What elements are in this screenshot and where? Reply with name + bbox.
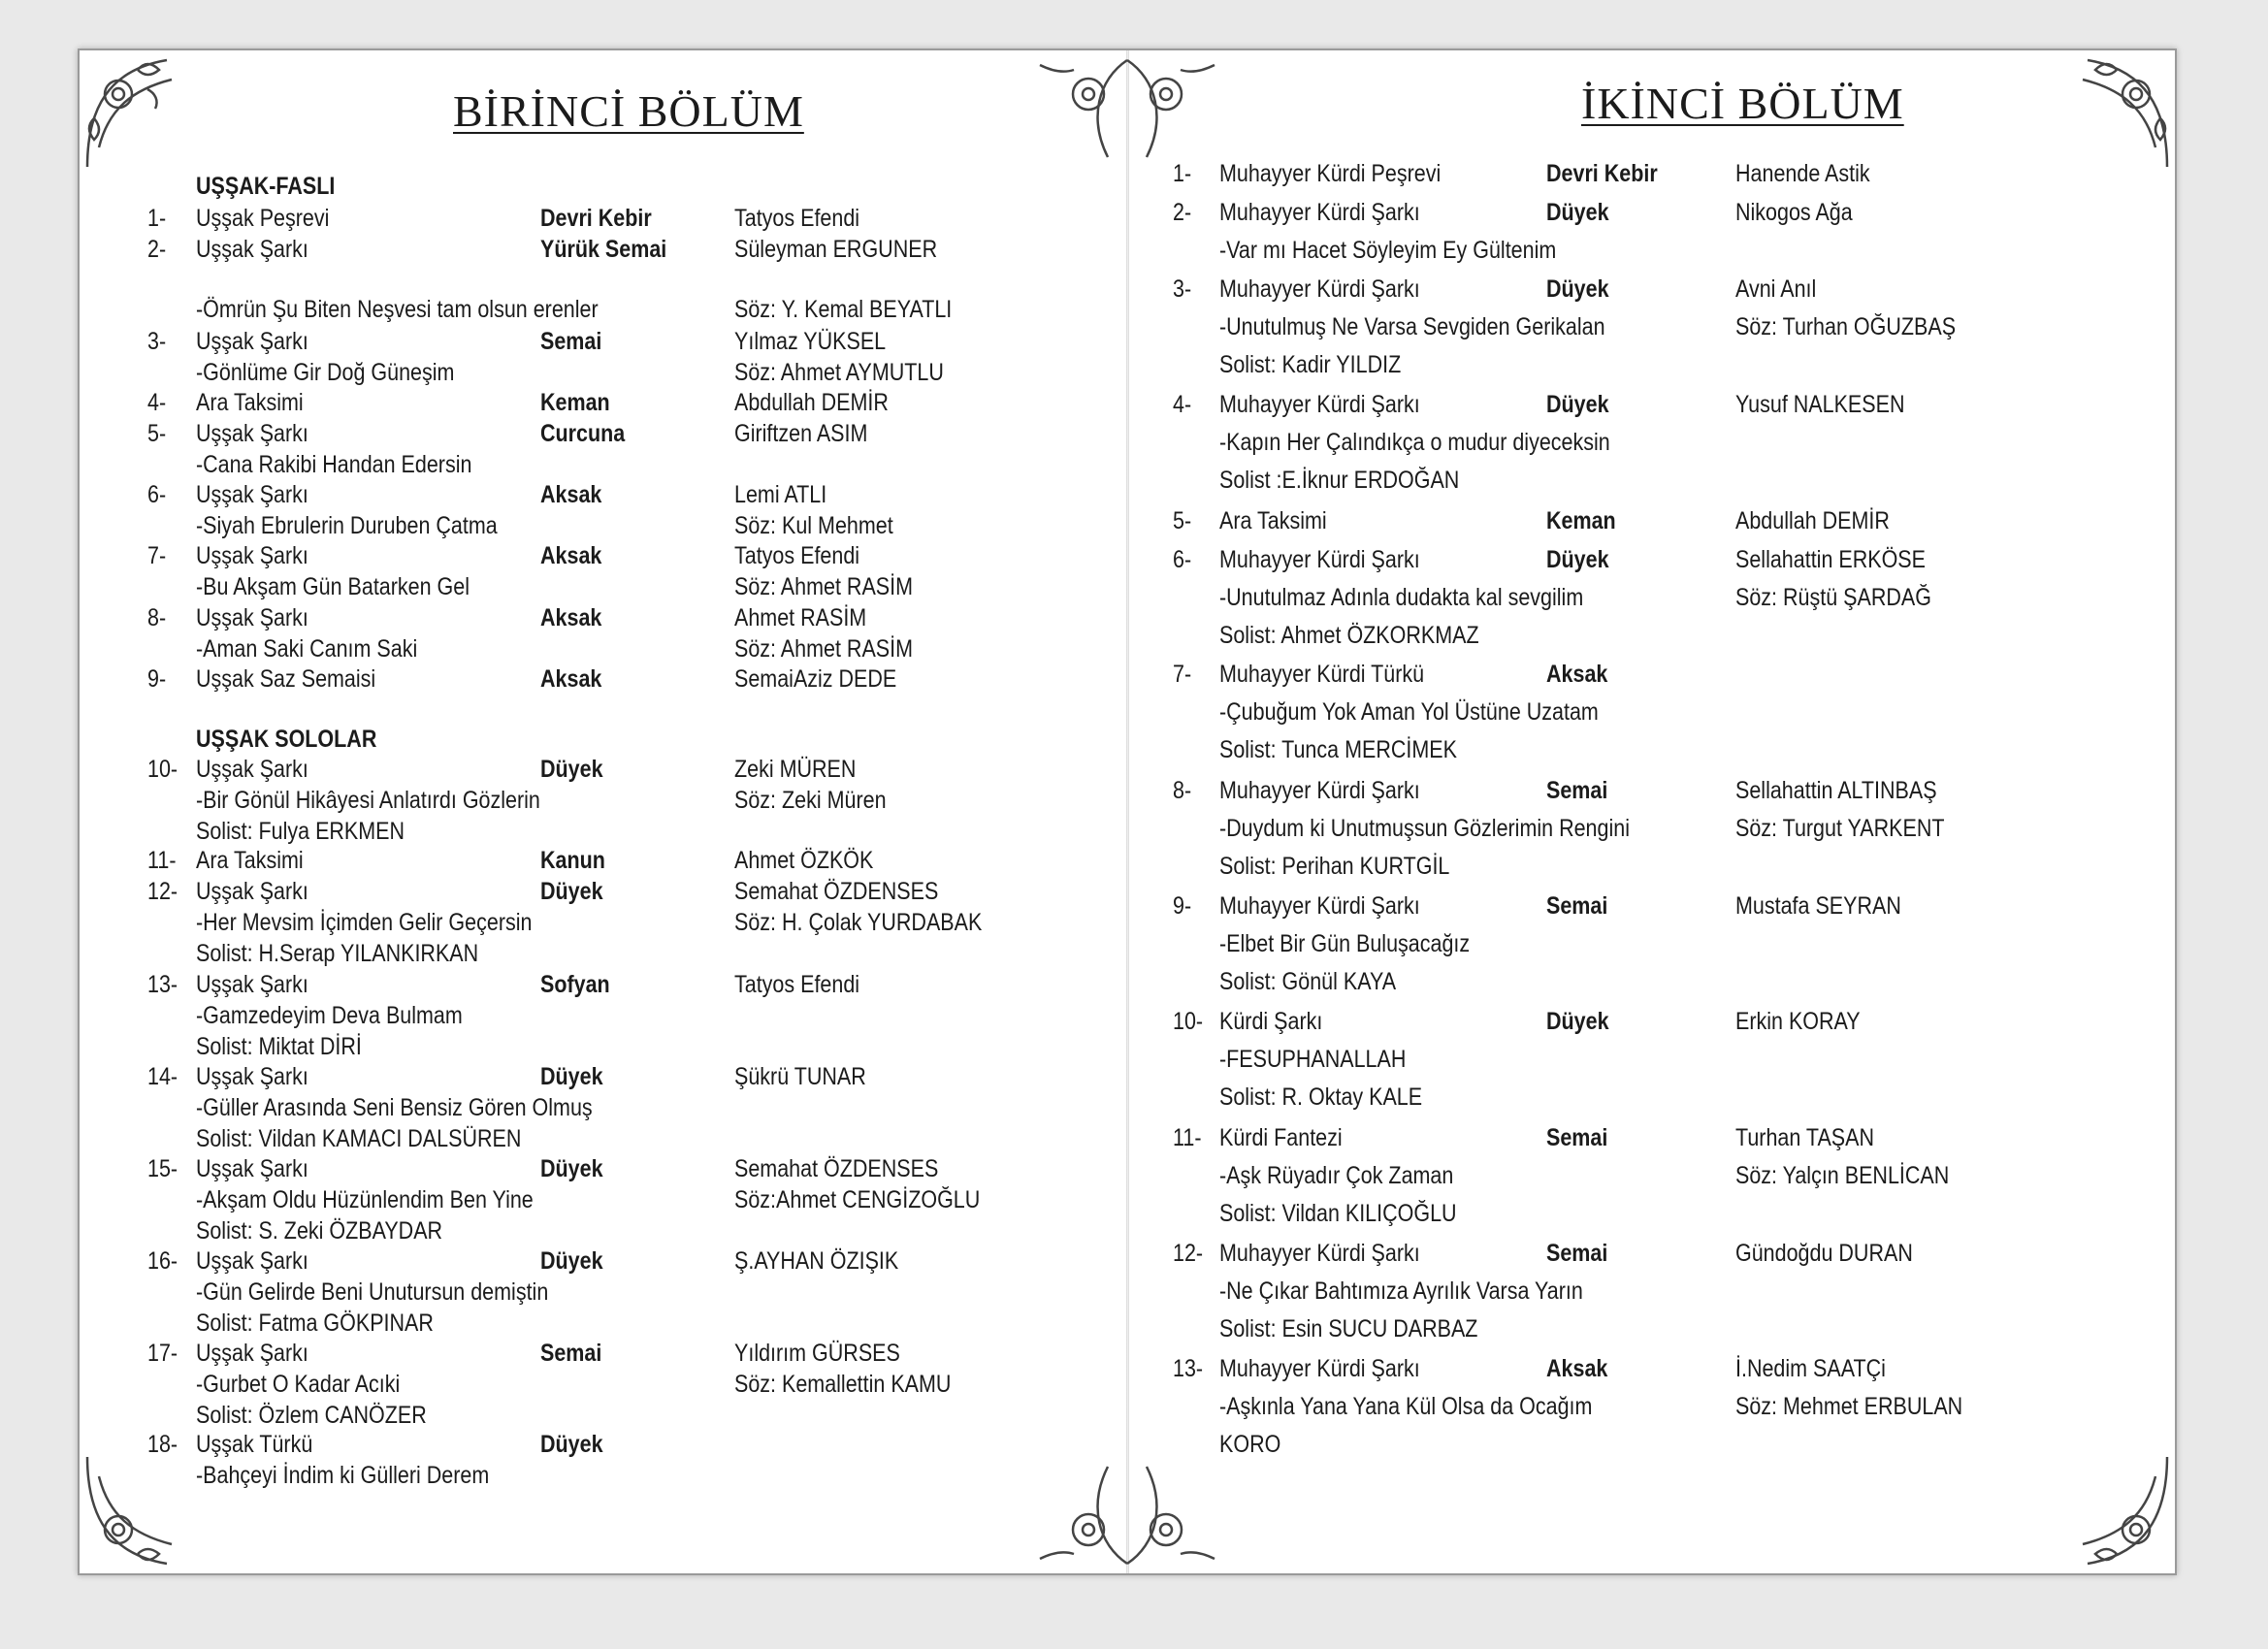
item-usul: Curcuna bbox=[540, 420, 626, 447]
item-lyric: -Gün Gelirde Beni Unutursun demiştin bbox=[196, 1278, 549, 1306]
item-piece-name: Uşşak Şarkı bbox=[196, 236, 308, 263]
item-lyric: -Her Mevsim İçimden Gelir Geçersin bbox=[196, 909, 533, 936]
item-soloist: Solist: Miktat DİRİ bbox=[196, 1033, 362, 1060]
item-composer: Hanende Astik bbox=[1735, 160, 1870, 187]
item-usul: Aksak bbox=[540, 542, 602, 569]
item-usul: Düyek bbox=[1546, 275, 1609, 303]
item-usul: Aksak bbox=[1546, 1355, 1608, 1382]
item-composer: Tatyos Efendi bbox=[734, 971, 860, 998]
item-composer: Gündoğdu DURAN bbox=[1735, 1240, 1913, 1267]
item-soloist: Solist: Gönül KAYA bbox=[1219, 968, 1397, 995]
item-piece-name: Uşşak Şarkı bbox=[196, 542, 308, 569]
item-lyric: -Bu Akşam Gün Batarken Gel bbox=[196, 573, 470, 600]
item-number: 9- bbox=[147, 665, 167, 693]
item-number: 17- bbox=[147, 1340, 178, 1367]
item-piece-name: Muhayyer Kürdi Şarkı bbox=[1219, 546, 1420, 573]
item-soloist: Solist: Ahmet ÖZKORKMAZ bbox=[1219, 622, 1479, 649]
item-number: 8- bbox=[147, 604, 167, 631]
item-usul: Düyek bbox=[540, 878, 603, 905]
item-soloist: Solist: S. Zeki ÖZBAYDAR bbox=[196, 1217, 443, 1245]
section-heading: UŞŞAK-FASLI bbox=[196, 173, 336, 200]
item-lyric: -Aşkınla Yana Yana Kül Olsa da Ocağım bbox=[1219, 1393, 1593, 1420]
item-piece-name: Uşşak Şarkı bbox=[196, 604, 308, 631]
item-usul: Semai bbox=[1546, 1124, 1608, 1151]
item-piece-name: Uşşak Türkü bbox=[196, 1431, 313, 1458]
item-composer: Söz: Ahmet RASİM bbox=[734, 635, 914, 663]
item-usul: Düyek bbox=[1546, 391, 1609, 418]
item-soloist: KORO bbox=[1219, 1431, 1281, 1458]
item-composer: Lemi ATLI bbox=[734, 481, 827, 508]
item-composer: Nikogos Ağa bbox=[1735, 199, 1853, 226]
item-number: 2- bbox=[1173, 199, 1192, 226]
item-number: 1- bbox=[1173, 160, 1192, 187]
item-piece-name: Muhayyer Kürdi Şarkı bbox=[1219, 199, 1420, 226]
item-composer: Giriftzen ASIM bbox=[734, 420, 868, 447]
item-piece-name: Uşşak Şarkı bbox=[196, 420, 308, 447]
item-usul: Keman bbox=[540, 389, 610, 416]
item-usul: Düyek bbox=[540, 1063, 603, 1090]
section-heading: UŞŞAK SOLOLAR bbox=[196, 726, 377, 753]
ornament-bottom-right-icon bbox=[2049, 1447, 2175, 1573]
item-number: 10- bbox=[1173, 1008, 1204, 1035]
item-composer: Söz: Yalçın BENLİCAN bbox=[1735, 1162, 1950, 1189]
item-lyric: -Çubuğum Yok Aman Yol Üstüne Uzatam bbox=[1219, 698, 1599, 726]
item-composer: Söz: Turhan OĞUZBAŞ bbox=[1735, 313, 1957, 340]
item-piece-name: Uşşak Peşrevi bbox=[196, 205, 330, 232]
item-soloist: Solist: Perihan KURTGİL bbox=[1219, 853, 1450, 880]
item-lyric: -Gönlüme Gir Doğ Güneşim bbox=[196, 359, 455, 386]
item-usul: Semai bbox=[1546, 777, 1608, 804]
item-lyric: -Gamzedeyim Deva Bulmam bbox=[196, 1002, 463, 1029]
item-composer: Ahmet ÖZKÖK bbox=[734, 847, 874, 874]
ornament-top-left-icon bbox=[80, 50, 206, 177]
item-number: 10- bbox=[147, 756, 178, 783]
item-number: 4- bbox=[147, 389, 167, 416]
item-soloist: Solist: R. Oktay KALE bbox=[1219, 1083, 1423, 1111]
item-piece-name: Uşşak Şarkı bbox=[196, 971, 308, 998]
item-usul: Devri Kebir bbox=[1546, 160, 1658, 187]
item-number: 18- bbox=[147, 1431, 178, 1458]
item-usul: Kanun bbox=[540, 847, 605, 874]
item-number: 8- bbox=[1173, 777, 1192, 804]
item-composer: Zeki MÜREN bbox=[734, 756, 857, 783]
item-composer: Söz: Kemallettin KAMU bbox=[734, 1371, 952, 1398]
item-lyric: -Elbet Bir Gün Buluşacağız bbox=[1219, 930, 1471, 957]
item-lyric: -Unutulmaz Adınla dudakta kal sevgilim bbox=[1219, 584, 1584, 611]
item-number: 5- bbox=[1173, 507, 1192, 534]
item-lyric: -Siyah Ebrulerin Duruben Çatma bbox=[196, 512, 498, 539]
item-piece-name: Uşşak Şarkı bbox=[196, 756, 308, 783]
item-number: 11- bbox=[147, 847, 177, 874]
item-composer: Şükrü TUNAR bbox=[734, 1063, 866, 1090]
item-composer: İ.Nedim SAATÇi bbox=[1735, 1355, 1886, 1382]
item-lyric: -FESUPHANALLAH bbox=[1219, 1046, 1407, 1073]
item-composer: Söz: Kul Mehmet bbox=[734, 512, 893, 539]
item-composer: Söz: Ahmet AYMUTLU bbox=[734, 359, 944, 386]
item-usul: Düyek bbox=[540, 1431, 603, 1458]
item-usul: Düyek bbox=[1546, 546, 1609, 573]
item-composer: Ş.AYHAN ÖZIŞIK bbox=[734, 1247, 899, 1275]
item-piece-name: Muhayyer Kürdi Şarkı bbox=[1219, 1240, 1420, 1267]
item-usul: Semai bbox=[540, 328, 602, 355]
item-piece-name: Muhayyer Kürdi Şarkı bbox=[1219, 1355, 1420, 1382]
item-piece-name: Ara Taksimi bbox=[1219, 507, 1327, 534]
item-piece-name: Ara Taksimi bbox=[196, 847, 304, 874]
item-composer: Söz:Ahmet CENGİZOĞLU bbox=[734, 1186, 981, 1213]
item-composer: Mustafa SEYRAN bbox=[1735, 892, 1901, 920]
item-lyric: -Ömrün Şu Biten Neşvesi tam olsun erenler bbox=[196, 296, 599, 323]
item-number: 3- bbox=[147, 328, 167, 355]
item-composer: Abdullah DEMİR bbox=[1735, 507, 1890, 534]
ornament-bottom-left-icon bbox=[80, 1447, 206, 1573]
item-composer: Yıldırım GÜRSES bbox=[734, 1340, 900, 1367]
item-number: 14- bbox=[147, 1063, 178, 1090]
item-number: 2- bbox=[147, 236, 167, 263]
item-usul: Devri Kebir bbox=[540, 205, 652, 232]
item-composer: Erkin KORAY bbox=[1735, 1008, 1861, 1035]
item-composer: Yılmaz YÜKSEL bbox=[734, 328, 887, 355]
item-piece-name: Uşşak Şarkı bbox=[196, 328, 308, 355]
item-usul: Düyek bbox=[540, 756, 603, 783]
item-lyric: -Aman Saki Canım Saki bbox=[196, 635, 418, 663]
item-usul: Aksak bbox=[540, 665, 602, 693]
item-piece-name: Muhayyer Kürdi Şarkı bbox=[1219, 892, 1420, 920]
item-soloist: Solist: Fatma GÖKPINAR bbox=[196, 1310, 434, 1337]
item-lyric: -Cana Rakibi Handan Edersin bbox=[196, 451, 472, 478]
item-composer: Tatyos Efendi bbox=[734, 542, 860, 569]
item-piece-name: Muhayyer Kürdi Şarkı bbox=[1219, 275, 1420, 303]
item-soloist: Solist: Kadir YILDIZ bbox=[1219, 351, 1402, 378]
item-piece-name: Uşşak Şarkı bbox=[196, 481, 308, 508]
item-piece-name: Ara Taksimi bbox=[196, 389, 304, 416]
item-usul: Düyek bbox=[540, 1155, 603, 1182]
item-lyric: -Bahçeyi İndim ki Gülleri Derem bbox=[196, 1462, 490, 1489]
item-composer: Söz: Ahmet RASİM bbox=[734, 573, 914, 600]
program-sheet bbox=[78, 48, 2177, 1575]
item-composer: Ahmet RASİM bbox=[734, 604, 867, 631]
item-number: 1- bbox=[147, 205, 167, 232]
item-usul: Semai bbox=[1546, 892, 1608, 920]
item-lyric: -Güller Arasında Seni Bensiz Gören Olmuş bbox=[196, 1094, 593, 1121]
item-composer: SemaiAziz DEDE bbox=[734, 665, 897, 693]
item-number: 6- bbox=[147, 481, 167, 508]
left-page bbox=[80, 50, 1126, 1573]
right-page bbox=[1129, 50, 2175, 1573]
item-composer: Tatyos Efendi bbox=[734, 205, 860, 232]
item-usul: Aksak bbox=[540, 481, 602, 508]
item-usul: Aksak bbox=[1546, 661, 1608, 688]
item-usul: Semai bbox=[540, 1340, 602, 1367]
item-piece-name: Muhayyer Kürdi Şarkı bbox=[1219, 391, 1420, 418]
item-number: 13- bbox=[147, 971, 178, 998]
item-usul: Düyek bbox=[540, 1247, 603, 1275]
item-usul: Aksak bbox=[540, 604, 602, 631]
item-piece-name: Muhayyer Kürdi Şarkı bbox=[1219, 777, 1420, 804]
item-piece-name: Muhayyer Kürdi Türkü bbox=[1219, 661, 1425, 688]
item-usul: Keman bbox=[1546, 507, 1616, 534]
item-lyric: -Gurbet O Kadar Acıki bbox=[196, 1371, 401, 1398]
item-number: 7- bbox=[147, 542, 167, 569]
item-piece-name: Uşşak Saz Semaisi bbox=[196, 665, 376, 693]
item-lyric: -Kapın Her Çalındıkça o mudur diyeceksin bbox=[1219, 429, 1610, 456]
item-composer: Söz: Mehmet ERBULAN bbox=[1735, 1393, 1963, 1420]
item-number: 3- bbox=[1173, 275, 1192, 303]
item-number: 11- bbox=[1173, 1124, 1202, 1151]
ornament-bottom-center-icon bbox=[1001, 1447, 1253, 1573]
item-lyric: -Akşam Oldu Hüzünlendim Ben Yine bbox=[196, 1186, 534, 1213]
item-soloist: Solist: Tunca MERCİMEK bbox=[1219, 736, 1457, 763]
item-number: 12- bbox=[147, 878, 178, 905]
item-lyric: -Duydum ki Unutmuşsun Gözlerimin Rengini bbox=[1219, 815, 1630, 842]
item-piece-name: Uşşak Şarkı bbox=[196, 1155, 308, 1182]
item-soloist: Solist: Fulya ERKMEN bbox=[196, 818, 405, 845]
item-composer: Söz: Turgut YARKENT bbox=[1735, 815, 1945, 842]
item-soloist: Solist: H.Serap YILANKIRKAN bbox=[196, 940, 479, 967]
item-lyric: -Unutulmuş Ne Varsa Sevgiden Gerikalan bbox=[1219, 313, 1605, 340]
item-composer: Söz: Rüştü ŞARDAĞ bbox=[1735, 584, 1931, 611]
item-piece-name: Kürdi Şarkı bbox=[1219, 1008, 1323, 1035]
item-composer: Süleyman ERGUNER bbox=[734, 236, 938, 263]
item-composer: Semahat ÖZDENSES bbox=[734, 1155, 939, 1182]
item-usul: Düyek bbox=[1546, 199, 1609, 226]
item-usul: Düyek bbox=[1546, 1008, 1609, 1035]
right-page-title: İKİNCİ BÖLÜM bbox=[1581, 79, 1904, 128]
ornament-top-right-icon bbox=[2049, 50, 2175, 177]
item-composer: Sellahattin ALTINBAŞ bbox=[1735, 777, 1937, 804]
item-number: 16- bbox=[147, 1247, 178, 1275]
item-soloist: Solist :E.İknur ERDOĞAN bbox=[1219, 467, 1460, 494]
item-number: 12- bbox=[1173, 1240, 1204, 1267]
item-usul: Sofyan bbox=[540, 971, 610, 998]
item-usul: Yürük Semai bbox=[540, 236, 667, 263]
item-soloist: Solist: Esin SUCU DARBAZ bbox=[1219, 1315, 1478, 1342]
item-composer: Sellahattin ERKÖSE bbox=[1735, 546, 1926, 573]
item-usul: Semai bbox=[1546, 1240, 1608, 1267]
item-composer: Turhan TAŞAN bbox=[1735, 1124, 1875, 1151]
item-number: 15- bbox=[147, 1155, 178, 1182]
item-piece-name: Uşşak Şarkı bbox=[196, 878, 308, 905]
item-piece-name: Muhayyer Kürdi Peşrevi bbox=[1219, 160, 1442, 187]
item-soloist: Solist: Vildan KAMACI DALSÜREN bbox=[196, 1125, 522, 1152]
item-lyric: -Var mı Hacet Söyleyim Ey Gültenim bbox=[1219, 237, 1557, 264]
item-number: 4- bbox=[1173, 391, 1192, 418]
item-piece-name: Uşşak Şarkı bbox=[196, 1247, 308, 1275]
item-composer: Söz: Zeki Müren bbox=[734, 787, 887, 814]
item-lyric: -Bir Gönül Hikâyesi Anlatırdı Gözlerin bbox=[196, 787, 540, 814]
item-number: 6- bbox=[1173, 546, 1192, 573]
item-composer: Söz: Y. Kemal BEYATLI bbox=[734, 296, 953, 323]
item-soloist: Solist: Özlem CANÖZER bbox=[196, 1402, 427, 1429]
ornament-top-center-icon bbox=[1001, 50, 1253, 177]
item-composer: Avni Anıl bbox=[1735, 275, 1817, 303]
item-number: 9- bbox=[1173, 892, 1192, 920]
item-composer: Abdullah DEMİR bbox=[734, 389, 889, 416]
item-number: 7- bbox=[1173, 661, 1192, 688]
item-composer: Söz: H. Çolak YURDABAK bbox=[734, 909, 983, 936]
item-composer: Yusuf NALKESEN bbox=[1735, 391, 1905, 418]
left-page-title: BİRİNCİ BÖLÜM bbox=[453, 86, 804, 136]
item-piece-name: Kürdi Fantezi bbox=[1219, 1124, 1343, 1151]
item-piece-name: Uşşak Şarkı bbox=[196, 1340, 308, 1367]
item-lyric: -Aşk Rüyadır Çok Zaman bbox=[1219, 1162, 1454, 1189]
item-composer: Semahat ÖZDENSES bbox=[734, 878, 939, 905]
item-number: 13- bbox=[1173, 1355, 1204, 1382]
item-number: 5- bbox=[147, 420, 167, 447]
item-soloist: Solist: Vildan KILIÇOĞLU bbox=[1219, 1200, 1457, 1227]
item-lyric: -Ne Çıkar Bahtımıza Ayrılık Varsa Yarın bbox=[1219, 1277, 1583, 1305]
item-piece-name: Uşşak Şarkı bbox=[196, 1063, 308, 1090]
